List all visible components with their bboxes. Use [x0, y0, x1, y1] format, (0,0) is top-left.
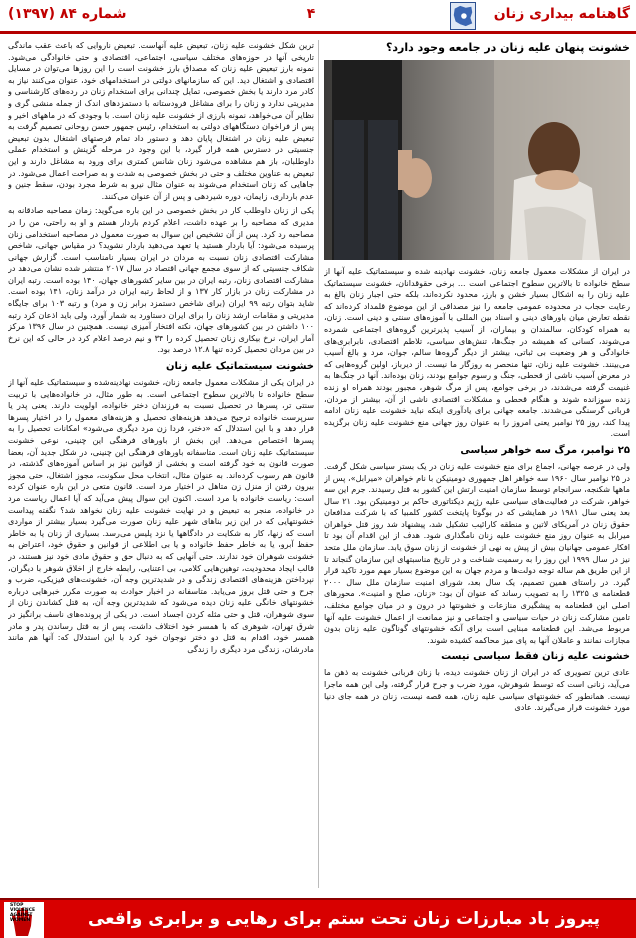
publication-title: گاهنامه بیداری زنان	[493, 6, 630, 22]
masthead	[0, 0, 636, 34]
section-heading-25-november: ۲۵ نوامبر، مرگ سه خواهر سیاسی	[460, 444, 630, 456]
right-column	[324, 40, 630, 890]
footer-banner	[0, 898, 636, 938]
left-intro-paragraph: ترین شکل خشونت علیه زنان، تبعیض علیه آنهاست. تبعیض ناروایی که باعث عقب ماندگی تاریخی آنها در حوزه‌های مختلف سیاسی، اجتماعی، اقتصادی و حتی خانوادگی می‌شود. نمونه بارز تبعیض علیه زنان که مصداق بارز خشونت است را این روزها می‌توان در مسایل اقتصادی و اشتغال دید. این که سازمانهای دولتی در استخدامهای خود، عنوان می‌کنند نیاز به کادر مرد دارند یا بخش خصوصی، تمایل چندانی برای استخدام زنان در رده‌های کارشناسی و مدیریتی ندارد و زنان را برای مشاغل فرودستانه با دستمزدهای اندک از جمله منشی گری و نظایر آن می‌خواهد، نمونه بارزی از خشونت علیه زنان است. با وجودی که در ماههای اخیر و پس از فراخوان دستگاههای دولتی به استخدام، رئیس جمهور حسن روحانی تصمیم گرفت به تبعیض علیه زنان در اشتغال پایان دهد و دستور داد تمام فرصتهای اشتغال بدون تبعیض جنسیتی در دسترس همه قرار گیرد، با این وجود در مرحله گزینش و استخدام عملی داوطلبان، باز هم مشاهده می‌شود زنان شانس کمتری برای ورود به مشاغل دارند و این تبعیض به عناوین مختلف و حتی در بخش خصوصی به شدت و به صراحت اعمال می‌شود. در جاهایی که زنان استخدام می‌شوند به عنوان مثال نیرو به شرط مجرد بودن، سقط جنین و عدم بارداری، زایمان، دوره شیردهی و پس از آن عنوان می‌کنند.	[8, 40, 314, 201]
article-title: خشونت پنهان علیه زنان در جامعه وجود دارد؟	[386, 41, 630, 54]
iran-map-logo	[450, 2, 476, 30]
article-photo	[324, 60, 630, 260]
section-not-only-political-body: عادی ترین تصویری که در ایران از زنان خشونت دیده، با زنان قربانی خشونت به ذهن ما می‌آید، زنانی است که توسط شوهرش، مورد ضرب و جرح قرار گرفته، ولی این همه ماجرا نیست. همانطور که خشونتهای سیاسی علیه زنان، همه قصه نیست، زنان در همه جای دنیا مورد خشونت قرار می‌گیرند. عادی	[324, 667, 630, 713]
left-column	[8, 40, 314, 890]
intro-paragraph: در ایران از مشکلات معمول جامعه زنان، خشونت نهادینه شده و سیستماتیک علیه آنها از سطح خانواده تا بالاترین سطوح اجتماعی است ... برخی حقوقدانان، خشونت سیستماتیک علیه زنان را به اشکال بسیار خشن و بارز، محدود نکرده‌اند، بلکه حتی اجبار زنان بالغ به رعایت حجاب در محدوده عمومی جامعه را نیز مصداقی از این موضوع قلمداد کرده‌اند که نقطه تعارض میان باورهای دینی و اسناد بین المللی با آموزه‌های سنتی و دینی است. زنان، به همراه کودکان، سالمندان و بیماران، از آسیب پذیرترین گروه‌های اجتماعی شمرده می‌شوند، کسانی که همیشه در جنگ‌ها، تنش‌های سیاسی، تلاطم اقتصادی، نابرابری‌های خانوادگی و هر وضعیت بی ثباتی، بیشتر از دیگر گروه‌ها سالم، جوان، مرد و بالغ آسیب می‌بینند. خشونت علیه زنان، تنها منحصر به روزگار ما نیست. از دیرباز، اولین گروه‌هایی که در معرض آسیب ناشی از قحطی، جنگ و رسوم جوامع بودند، زنان بوده‌اند. آنها در جنگ‌ها به غنیمت گرفته می‌شدند، در برخی جوامع، پس از مرگ شوهر، مجبور بودند همراه او زنده زنده سوزانده شوند و هنگام قحطی و مشکلات اقتصادی ناشی از آن، بیشتر از مردان، قربانی گرسنگی می‌شدند. جامعه جهانی برای یادآوری اینکه نباید خشونت علیه زنان ادامه پیدا کند، روز ۲۵ نوامبر یعنی امروز را به عنوان روز جهانی منع خشونت علیه زنان برگزیده است.	[324, 266, 630, 439]
left-second-paragraph: یکی از زنان داوطلب کار در بخش خصوصی در این باره می‌گوید: زمان مصاحبه صادقانه به مدیری که مصاحبه را بر عهده داشت، اعلام کردم باردار هستم و او به راحتی، من را در مصاحبه رد کرد. پس از آن تشخیص این سوال به صورت معمول در مصاحبه استخدامی زنان پرسیده می‌شود: آیا باردار هستید یا تعهد می‌دهید باردار نشوید؟ در مقیاس جهانی، شاخص مشارکت اقتصادی زنان نسبت به مردان در ایران بسیار نامناسب است. گزارش جهانی شکاف جنسیتی که از سوی مجمع جهانی اقتصاد در سال ۲۰۱۷ منتشر شده نشان می‌دهد در مشارکت اقتصادی زنان، رتبه ایران در بین سایر کشورهای جهان، ۱۴۰ بوده است. رتبه ایران در مشارکت زنان در بازار کار ۱۳۷ و از لحاظ رتبه ایران در درآمد زنان، ۱۴۱ بوده است. شاید بتوان رتبه ۹۹ ایران (برای شاخص دستمزد برابر زن و مرد) و رتبه ۱۰۳ برای جایگاه مدیریتی و مقامات ارشد زنان را برای ایران دستاورد به شمار آورد، ولی باید اذعان کرد رتبه ۱۰۰ داشتن در بین کشورهای جهان، نکته افتخار آمیزی نیست. همچنین در سال ۱۳۹۶ مرکز آمار ایران، نرخ بیکاری زنان تحصیل کرده را ۳۴ و نیم درصد اعلام کرد در حالی که این نرخ در بین مردان تحصیل کرده تنها ۱۲.۸ درصد بود.	[8, 205, 314, 355]
page-number: ۴	[306, 6, 316, 22]
column-divider	[318, 40, 319, 888]
section-25-november-body: ولی در عرصه جهانی، اجماع برای منع خشونت علیه زنان در یک بستر سیاسی شکل گرفت. در ۲۵ نوامبر سال ۱۹۶۰ سه خواهر اهل جمهوری دومینیکن با نام خواهران «میرابل»، پس از ماهها شکنجه، سرانجام توسط سازمان امنیت ارتش این کشور به قتل رسیدند. جرم این سه خواهر، شرکت در فعالیت‌های سیاسی علیه رژیم دیکتاتوری حاکم بر دومینیکن بود. ۲۱ سال بعد یعنی سال ۱۹۸۱ در همایشی که در بوگوتا پایتخت کشور کلمبیا که با شرکت مدافعان حقوق زنان در آمریکای لاتین و منطقه کارائیب تشکیل شد، پیشنهاد شد روز قتل خواهران میرابل به عنوان روز منع خشونت علیه زنان نامگذاری شود. هدف از این اقدام آن بود تا افکار عمومی جهانیان بیش از پیش به نهی از خشونت از زنان سوق یابد. سازمان ملل متحد نیز در سال ۱۹۹۹ این روز را به رسمیت شناخت و در تاریخ مناسبتهای این سازمان گنجاند تا از این طریق هم ساله توجه دولت‌ها و مردم جهان به این موضوع بسیار مهم مورد تاکید قرار گیرد. در راستای همین تصمیم، یک سال بعد، شورای امنیت سازمان ملل سال ۲۰۰۰ قطعنامه ی ۱۳۲۵ را به تصویب رساند که عنوان آن بود: «زنان، صلح و امنیت». محورهای اصلی این قطعنامه به پیشگیری منازعات و خشونتها در درون و در میان جوامع مختلف، تامین مشارکت زنان در حیات سیاسی و اجتماعی و نیز ممانعت از اعمال خشونت علیه آنها مربوط می‌شد. این قطعنامه مبنایی است برای آنکه خشونتهای گوناگون علیه زنان بدون مجازات نمانند و عاملان آنها به پای میز محاکمه کشیده شوند.	[324, 460, 630, 645]
section-heading-not-only-political: خشونت علیه زنان فقط سیاسی نیست	[441, 651, 630, 663]
iran-map-icon	[451, 3, 475, 29]
section-systematic-violence-body: در ایران یکی از مشکلات معمول جامعه زنان، خشونت نهادینه‌شده و سیستماتیک علیه آنها از سطح خانواده تا بالاترین سطوح اجتماعی است. به طور مثال، در خانواده‌هایی با تربیت سنتی تر، پسرها در تحصیل نسبت به فرزندان دختر خانواده، اولویت دارند. یعنی پدر یا سرپرست خانواده ترجیح می‌دهد هزینه‌های تحصیل و هزینه‌های معمول را در اختیار پسرها قرار دهد و با این استدلال که «دختر، فردا زن مرد دیگری می‌شود» امکانات تحصیل را به پسرها اختصاص می‌دهد. این بخش از باورهای فرهنگی این چنینی، نوعی خشونت سیستماتیک علیه زنان است. متاسفانه باورهای فرهنگی این چنینی، در شکل جدید آن، بعضا صورت قانون به خود گرفته است و بخشی از قوانین نیز بر اساس آموزه‌های گذشته، در قانون هم رسوب کرده‌اند. به عنوان مثال، انتخاب محل سکونت، مجوز اشتغال، حتی مجوز بیرون رفتن از منزل زن متاهل در اختیار مرد است. قانون متعی در این باره عنوان کرده است: ریاست خانواده با مرد است. اکنون این سوال پیش می‌آید که آیا اعمال ریاست مرد در خانواده، منجر به تبعیض و در نهایت خشونت علیه زنان نخواهد شد؟ نگفته پیداست خشونتهایی که در این زیر بناهای شهر علیه زنان صورت می‌گیرد بسیار بیشتر از مواردی است که زنها، کار به شکایت در دادگاهها یا نزد پلیس می‌رسد. بسیاری از زنان یا به خاطر حفظ آبرو، یا به خاطر حفظ خانواده و یا بی اطلاعی از قوانین و حقوق خود، اعتراض به خشونت شوهران خود ندارند. حتی آنهایی که به دنبال حق و حقوق مادی خود نیز هستند، در قالب ایجاد محدودیت، توهین‌هایی کلامی، بی اعتنایی، رابطه خارج از اخلاق شوهر با دیگران، نپرداختن هزینه‌های اقتصادی زندگی و در شدیدترین وجه آن، خشونت‌های فیزیکی، ضرب و جرح و حتی قتل بروز می‌یابد. متاسفانه در اخبار حوادث به صورت مکرر خبرهایی درباره خشونتهای خانگی علیه زنان دیده می‌شود که شدیدترین وجه آن، به قتل کشاندن زنان از سوی شوهران، قتل و حتی مثله کردن اجساد است. در یکی از پرونده‌های ناسف برانگیز در شرق تهران، شوهری که با همسر خود اختلاف داشت، پس از به قتل رساندن پدر و مادر همسر خود، اقدام به قتل دو دختر نوجوان خود کرد با این استدلال که: آنها هم مانند مادرشان، زندگی مرد دیگری را زندگی	[8, 377, 314, 654]
violence-photo-illustration	[324, 60, 630, 260]
stop-violence-badge	[4, 902, 44, 938]
stop-violence-text: STOP VIOLENCE AGAINST WOMEN	[10, 903, 36, 923]
issue-number: شماره ۸۴ (۱۳۹۷)	[8, 6, 127, 22]
footer-slogan: پیروز باد مبارزات زنان تحت ستم برای رهایی و برابری واقعی	[87, 909, 601, 929]
section-heading-systematic-violence: خشونت سیستماتیک علیه زنان	[165, 361, 314, 373]
